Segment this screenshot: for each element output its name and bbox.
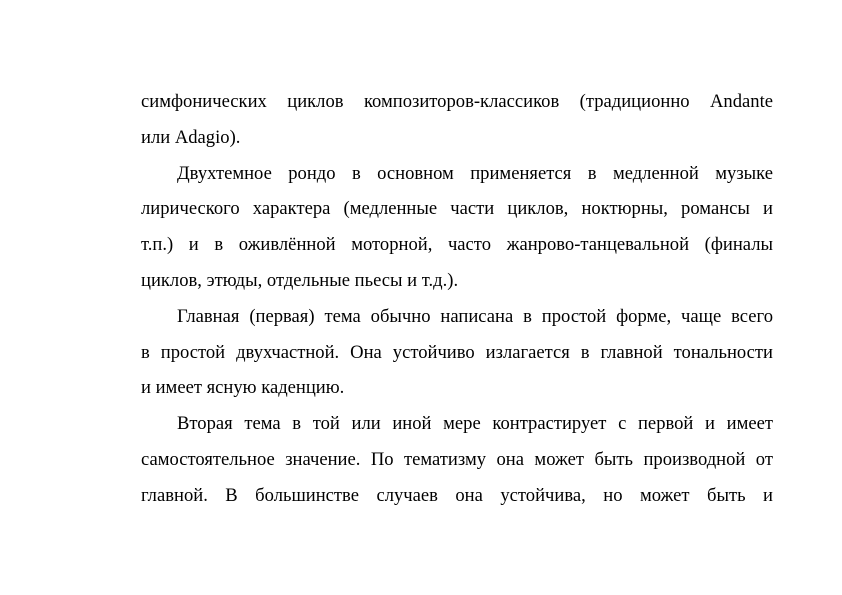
paragraph-start-line: Главная (первая) тема обычно написана в простой форме, чаще всего: [177, 305, 773, 327]
text-line: главной. В большинстве случаев она устойчива, но может быть и: [141, 484, 773, 506]
paragraph-start-line: Вторая тема в той или иной мере контрастирует с первой и имеет: [177, 413, 773, 435]
text-line: циклов, этюды, отдельные пьесы и т.д.).: [141, 269, 459, 291]
paragraph-start-line: Двухтемное рондо в основном применяется в медленной музыке: [177, 162, 773, 184]
text-line: в простой двухчастной. Она устойчиво излагается в главной тональности: [141, 341, 773, 363]
body-text: [141, 84, 773, 514]
text-line: и имеет ясную каденцию.: [141, 377, 345, 399]
text-line: лирического характера (медленные части циклов, ноктюрны, романсы и: [141, 198, 773, 220]
text-line: самостоятельное значение. По тематизму она может быть производной от: [141, 448, 773, 470]
text-line: т.п.) и в оживлённой моторной, часто жанрово-танцевальной (финалы: [141, 234, 773, 256]
text-line: или Adagio).: [141, 126, 241, 148]
text-line: симфонических циклов композиторов-классиков (традиционно Andante: [141, 91, 773, 112]
